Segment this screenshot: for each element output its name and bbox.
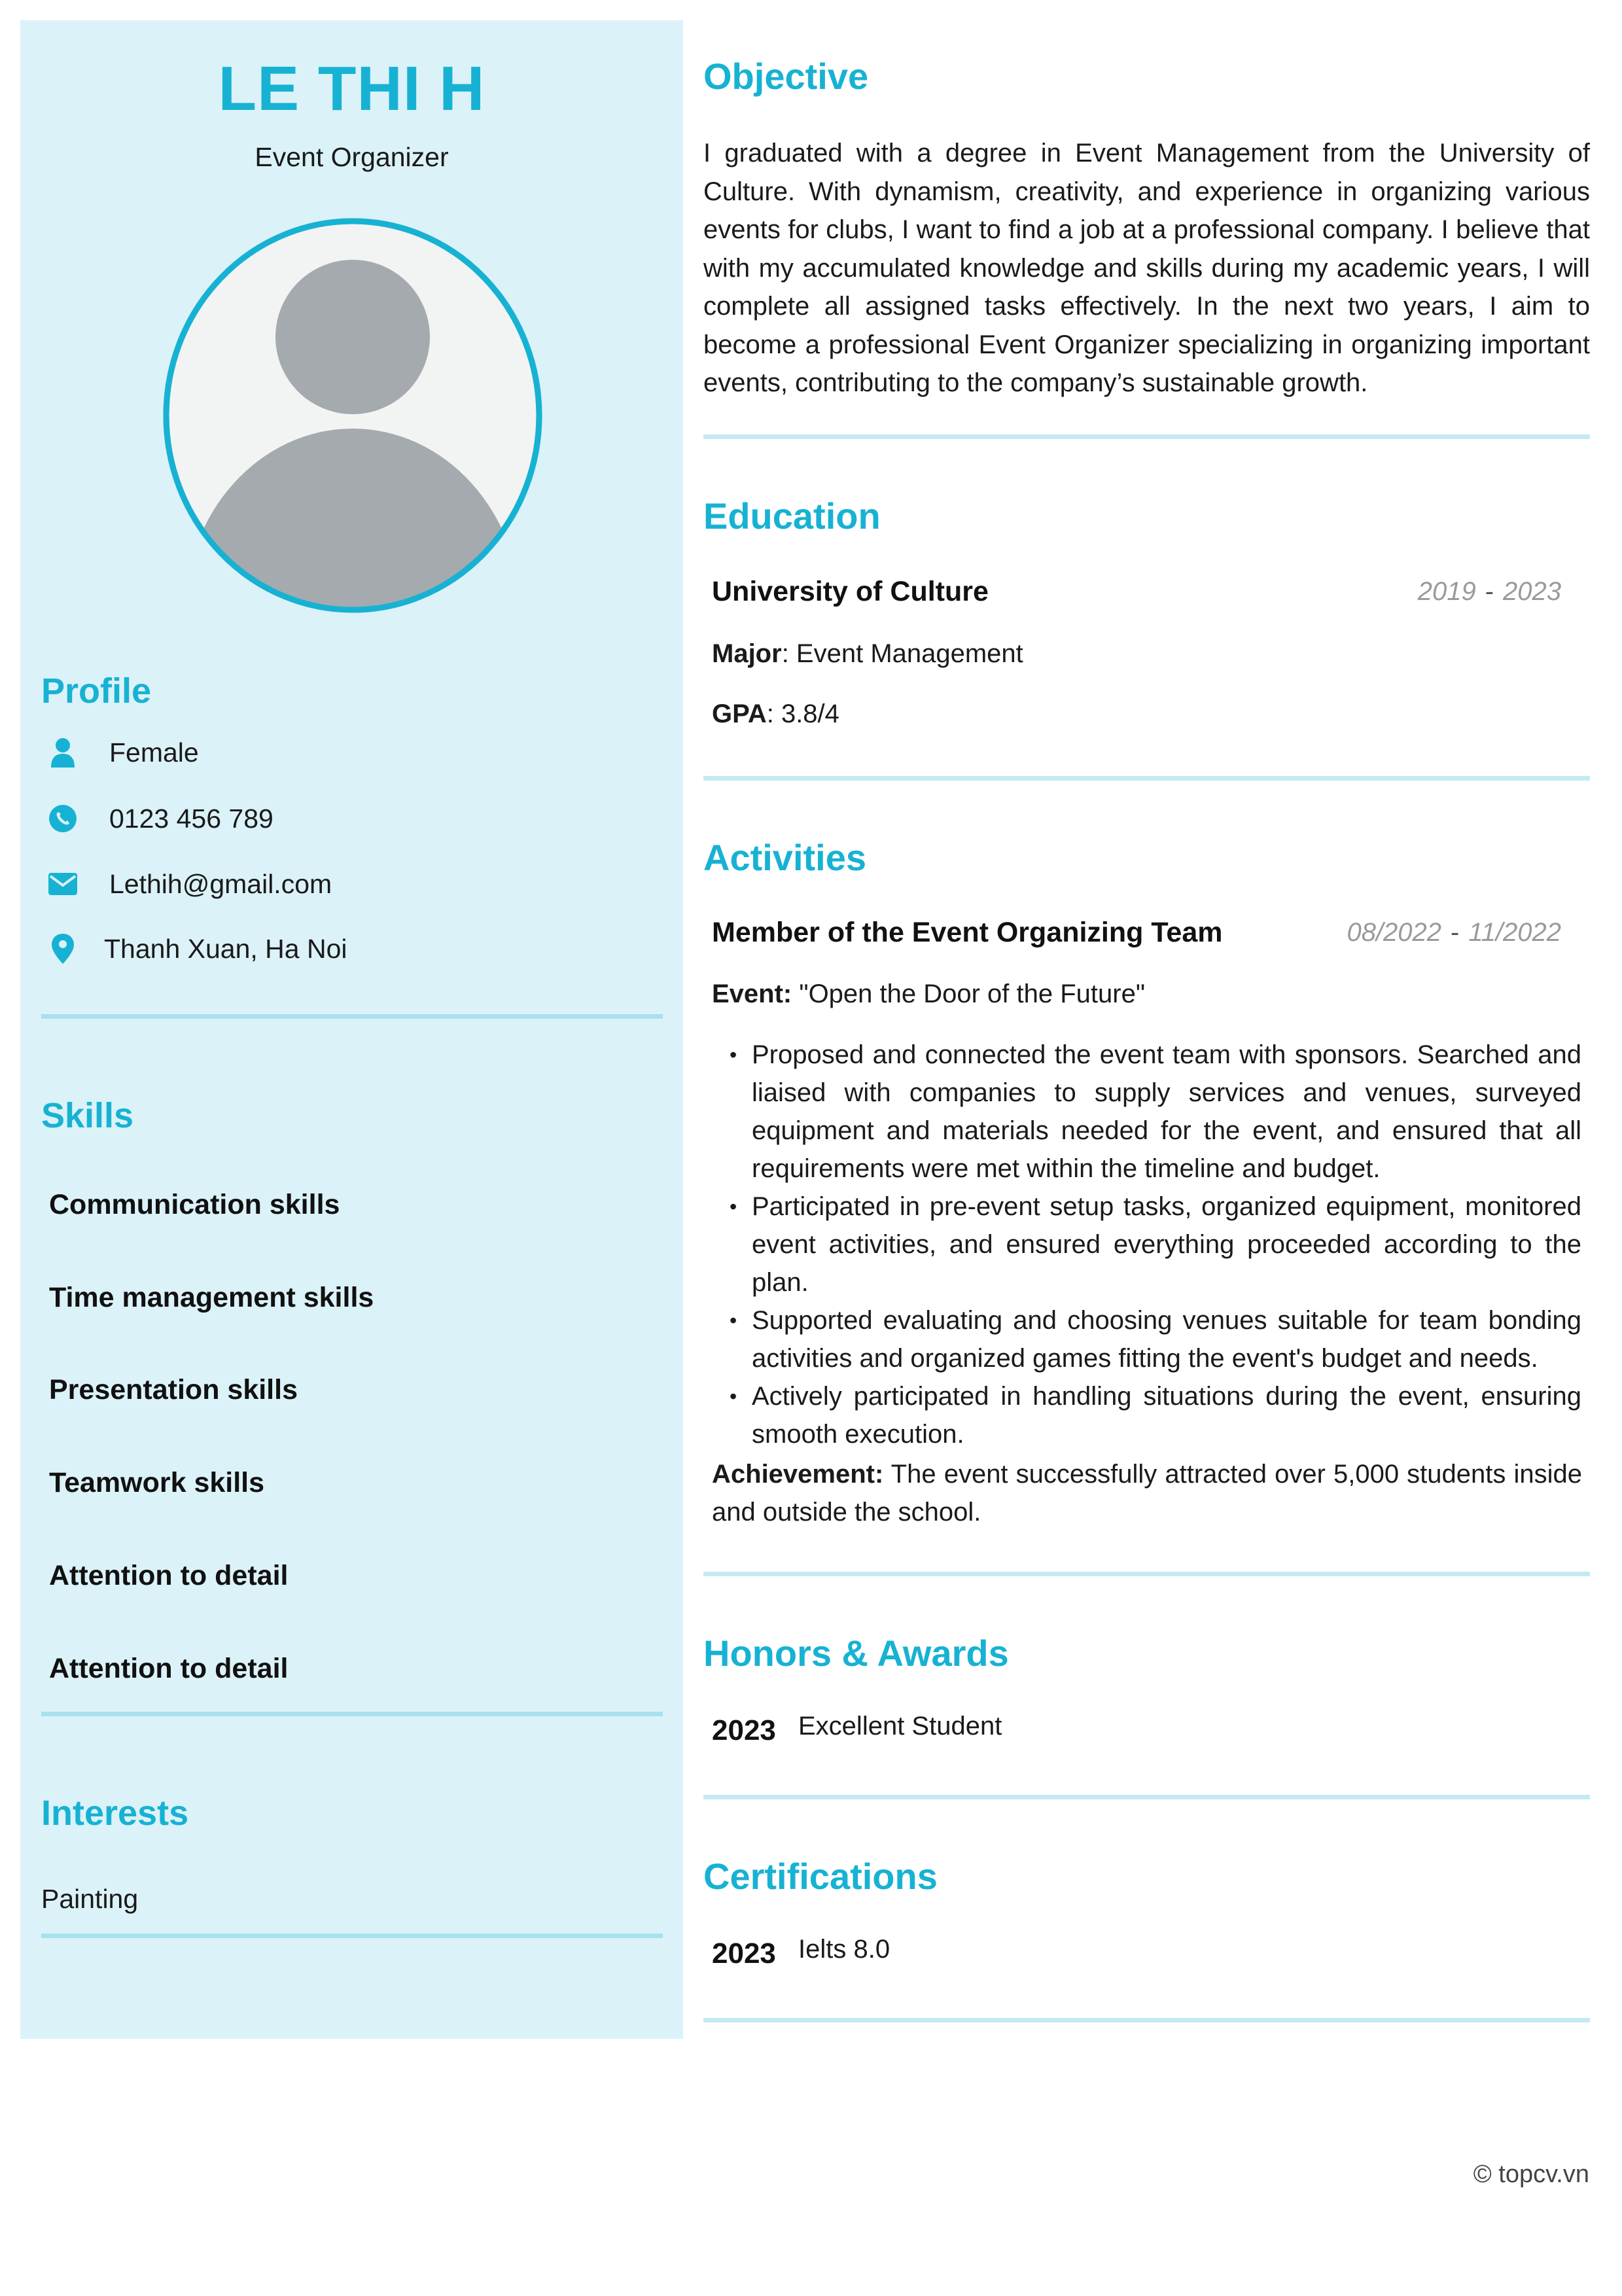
divider — [41, 1934, 663, 1938]
list-item: • Participated in pre-event setup tasks, organized equipment, monitored event activities, and ensured everything proceeded according to the plan. — [730, 1188, 1581, 1301]
contact-gender — [46, 733, 199, 772]
education-heading: Education — [703, 495, 881, 537]
major-label: Major — [712, 639, 782, 668]
education-dates — [1418, 577, 1561, 607]
activity-dates — [1347, 918, 1561, 947]
email-icon — [46, 868, 79, 900]
divider — [41, 1712, 663, 1716]
major-value: : Event Management — [781, 639, 1023, 668]
objective-text: I graduated with a degree in Event Management from the University of Culture. With dynamism, creativity, and experience in organizing various events for clubs, I want to find a job at a professional company. I believe that with my accumulated knowledge and skills during my academic years, I will complete all assigned tasks effectively. In the next two years, I aim to become a professional Event Organizer specializing in organizing important events, contributing to the company’s sustainable growth. — [703, 139, 1590, 397]
event-value: "Open the Door of the Future" — [792, 980, 1146, 1008]
activities-heading: Activities — [703, 837, 866, 878]
achievement-value: The event successfully attracted over 5,000 students inside and outside the school. — [712, 1460, 1582, 1527]
activity-bullets — [730, 1036, 1581, 1453]
activity-end: 11/2022 — [1468, 918, 1561, 947]
education-end: 2023 — [1503, 577, 1561, 606]
skill-item: Attention to detail — [49, 1653, 289, 1684]
contact-email — [46, 864, 332, 904]
activity-role: Member of the Event Organizing Team — [712, 917, 1223, 948]
list-item: • Actively participated in handling situations during the event, ensuring smooth execution. — [730, 1377, 1581, 1453]
skill-item: Teamwork skills — [49, 1467, 265, 1498]
list-item: • Supported evaluating and choosing venues suitable for team bonding activities and organized games fitting the event's budget and needs. — [730, 1301, 1581, 1377]
avatar — [163, 218, 542, 613]
divider — [703, 2018, 1590, 2022]
skills-heading: Skills — [41, 1096, 134, 1135]
awards-heading: Honors & Awards — [703, 1633, 1009, 1674]
certification-year: 2023 — [712, 1937, 776, 1969]
school-name: University of Culture — [712, 576, 989, 607]
profile-heading: Profile — [41, 671, 152, 711]
email-value: Lethih@gmail.com — [109, 868, 332, 899]
gpa-label: GPA — [712, 699, 767, 728]
skill-item: Attention to detail — [49, 1560, 289, 1591]
person-icon — [46, 736, 79, 769]
footer-brand: © topcv.vn — [1473, 2161, 1589, 2188]
activity-achievement — [712, 1455, 1582, 1531]
contact-address — [46, 929, 347, 968]
address-value: Thanh Xuan, Ha Noi — [104, 933, 347, 964]
divider — [703, 776, 1590, 781]
job-title: Event Organizer — [255, 142, 449, 172]
interests-heading: Interests — [41, 1793, 189, 1833]
phone-icon — [46, 802, 79, 835]
date-separator: - — [1451, 918, 1460, 947]
gender-value: Female — [109, 737, 199, 768]
contact-phone — [46, 799, 273, 838]
skill-item: Presentation skills — [49, 1374, 298, 1405]
divider — [703, 1572, 1590, 1576]
phone-value: 0123 456 789 — [109, 803, 273, 834]
award-year: 2023 — [712, 1714, 776, 1746]
education-major — [712, 639, 1023, 669]
education-start: 2019 — [1417, 577, 1476, 606]
certification-title: Ielts 8.0 — [798, 1935, 890, 1964]
activity-start: 08/2022 — [1347, 918, 1442, 947]
divider — [703, 1795, 1590, 1799]
award-title: Excellent Student — [798, 1712, 1002, 1740]
activity-event — [712, 980, 1145, 1009]
skill-item: Communication skills — [49, 1189, 340, 1220]
divider — [703, 434, 1590, 439]
education-gpa — [712, 699, 839, 729]
date-separator: - — [1485, 577, 1494, 606]
gpa-value: : 3.8/4 — [766, 699, 839, 728]
achievement-label: Achievement: — [712, 1460, 884, 1489]
list-item: • Proposed and connected the event team with sponsors. Searched and liaised with companies to supply services and venues, surveyed equipment and materials needed for the event, and ensured that all requirements were met within the timeline and budget. — [730, 1036, 1581, 1188]
objective-heading: Objective — [703, 56, 869, 97]
location-pin-icon — [46, 932, 79, 965]
certifications-heading: Certifications — [703, 1856, 938, 1897]
interest-item: Painting — [41, 1884, 139, 1914]
candidate-name: LE THI H — [218, 54, 485, 124]
sidebar — [20, 20, 683, 2039]
divider — [41, 1014, 663, 1019]
skill-item: Time management skills — [49, 1282, 374, 1313]
event-label: Event: — [712, 980, 792, 1008]
